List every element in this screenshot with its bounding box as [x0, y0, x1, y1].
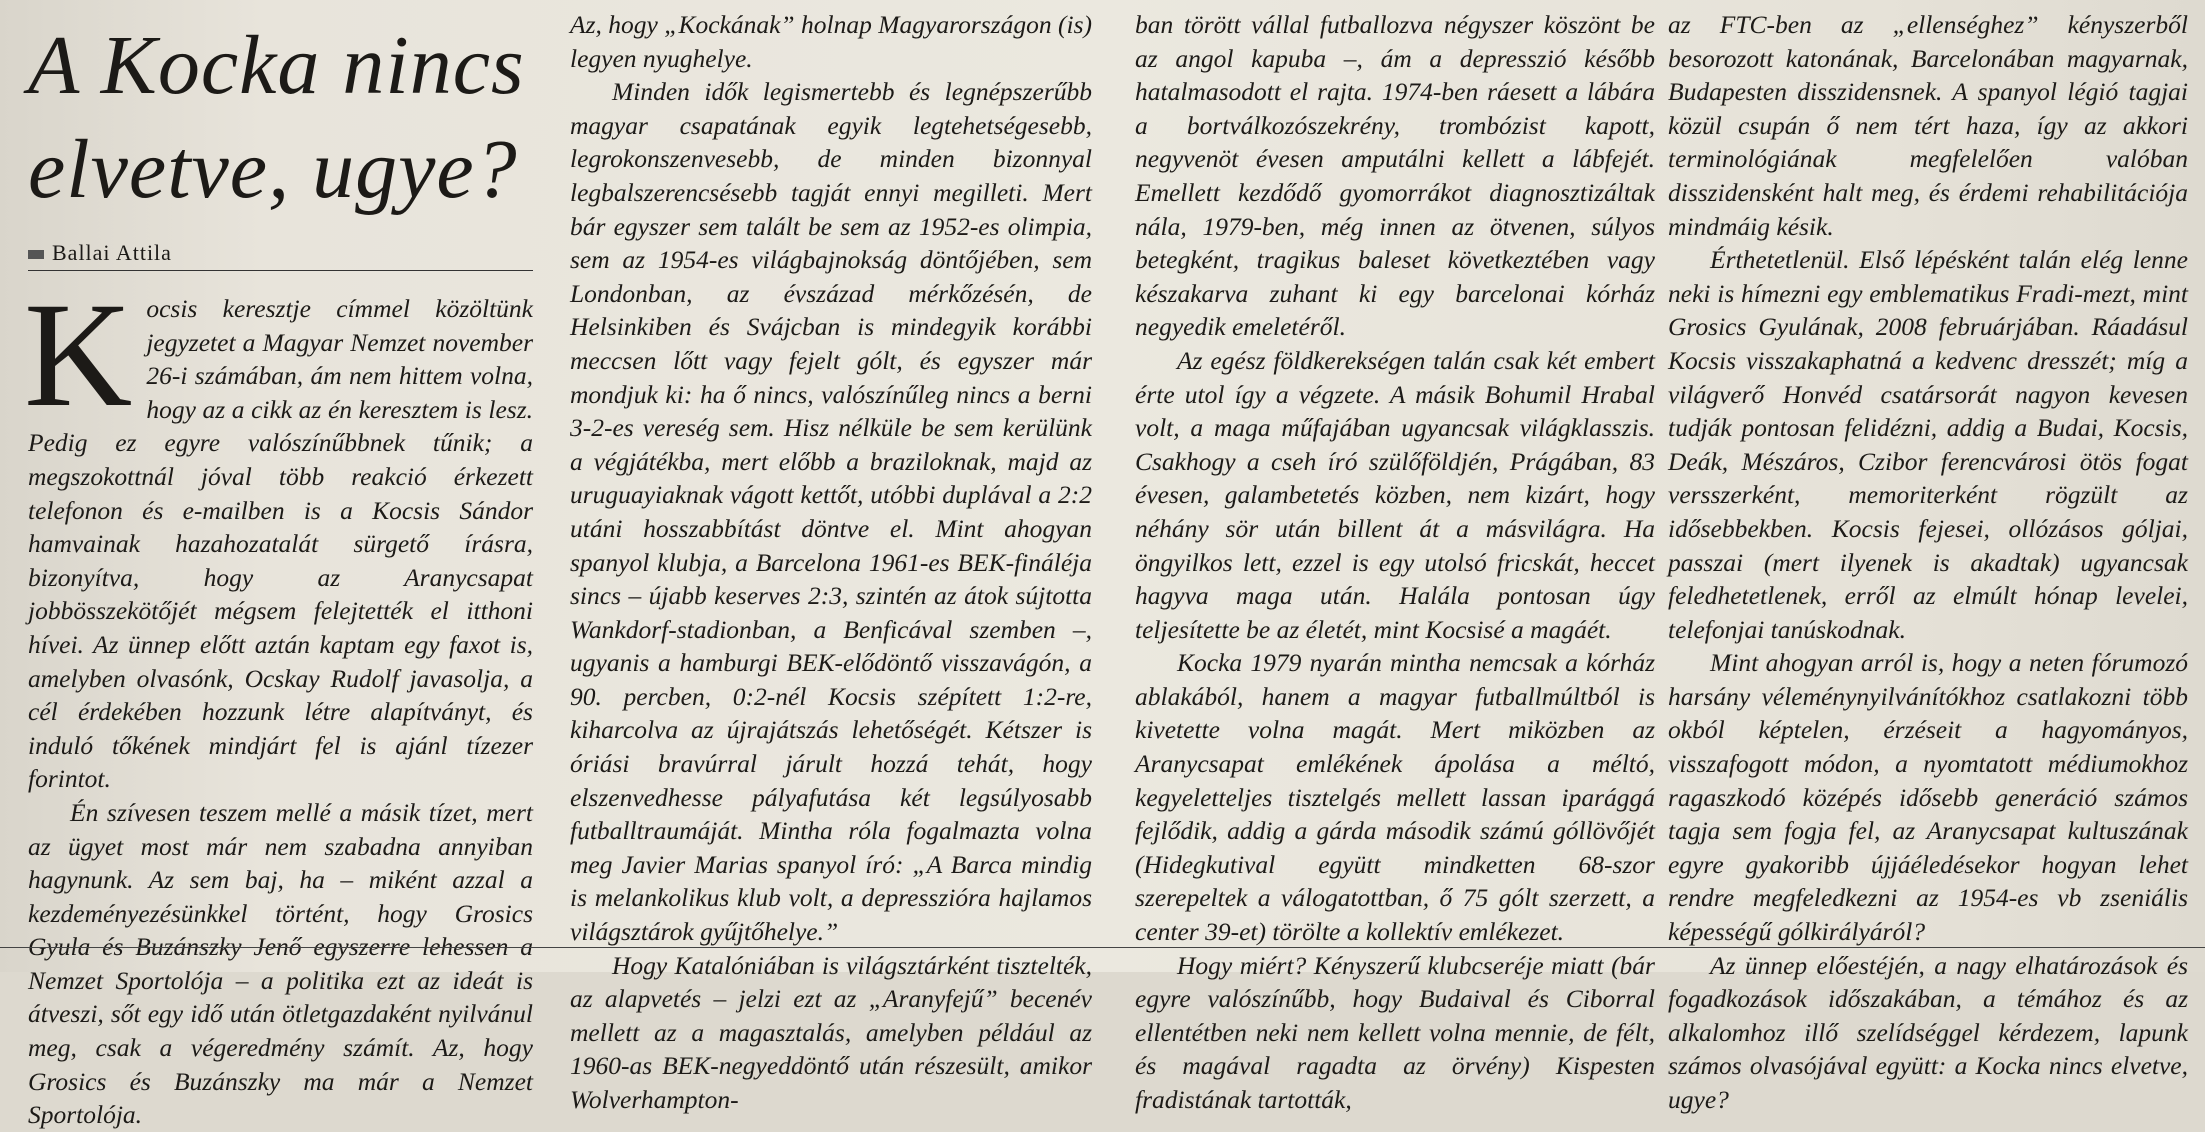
byline-marker: [28, 250, 44, 259]
bottom-rule: [0, 947, 2205, 948]
paragraph: Az egész földkerekségen talán csak két embert érte utol így a végzete. A másik Bohumil Hrabal volt, a maga műfajában ugyancsak világklasszis. Csakhogy a cseh író szülőföldjén, Prágában, 83 évesen, galambetetés közben, nem kizárt, hogy néhány sör után billent át a másvilágra. Ha öngyilkos lett, ezzel is egy utolsó fricskát, heccet hagyva maga után. Halála pontosan úgy teljesítette be az életét, mint Kocsisé a magáét.: [1135, 345, 1655, 644]
author-name: Ballai Attila: [52, 240, 172, 265]
column-1: [24, 272, 533, 1132]
column-2: [570, 8, 1092, 1117]
byline: [28, 240, 533, 271]
paragraph: Mint ahogyan arról is, hogy a neten fórumozó harsány véleménynyilvánítókhoz csatlakozni több okból képtelen, érzéseit a hagyományos, visszafogott módon, a nyomtatott médiumokhoz ragaszkodó középés idősebb generáció számos tagja sem fogja fel, az Aranycsapat kultuszának egyre gyakoribb újjáéledésekor hogyan lehet rendre megfeledkezni az 1954-es vb zseniális képességű gólkirályáról?: [1668, 648, 2188, 947]
paragraph: Én szívesen teszem mellé a másik tízet, mert az ügyet most már nem szabadna annyiban hagynunk. Az sem baj, ha – miként azzal a kezdeményezésünkkel történt, hogy Grosics Gyula és Buzánszky Jenő egyszerre lehessen a Nemzet Sportolója – a politika ezt az ideát is átveszi, sőt egy idő után ötletgazdaként nyilvánul meg, csak a végeredmény számít. Az, hogy Grosics és Buzánszky ma már a Nemzet Sportolója.: [28, 797, 533, 1130]
article-headline: A Kocka nincs elvetve, ugye?: [28, 19, 525, 216]
paragraph: Érthetetlenül. Első lépésként talán elég lenne neki is hímezni egy emblematikus Fradi-mezt, mint Grosics Gyulának, 2008 februárjában. Ráadásul Kocsis visszakaphatná a kedvenc dresszét; míg a világverő Honvéd csatársorát nagyon kevesen tudják pontosan felidézni, addig a Budai, Kocsis, Deák, Mészáros, Czibor ferencvárosi ötös fogat versszerként, memoriterként rögzült az idősebbekben. Kocsis fejesei, ollózásos góljai, passzai (mert ilyenek is akadtak) ugyancsak feledhetetlenek, erről az elmúlt hónap levelei, telefonjai tanúskodnak.: [1668, 245, 2188, 644]
paragraph: az FTC-ben az „ellenséghez” kényszerből besorozott katonának, Barcelonában magyarnak, Budapesten disszidensnek. A spanyol légió tagjai közül csupán ő nem tért haza, így az akkori terminológiának megfelelően valóban disszidensként halt meg, és érdemi rehabilitációja mindmáig késik.: [1668, 10, 2188, 241]
paragraph: [24, 272, 533, 796]
column-4: [1668, 8, 2188, 1117]
paragraph-text: ocsis keresztje címmel közöltünk jegyzetet a Magyar Nemzet november 26-i számában, ám nem hittem volna, hogy az a cikk az én keresztem is lesz. Pedig ez egyre valószínűbbnek tűnik; a megszokottnál jóval több reakció érkezett telefonon és e-mailben is a Kocsis Sándor hamvainak hazahozatalát sürgető írásra, bizonyítva, hogy az Aranycsapat jobbösszekötőjét mégsem felejtették el itthoni hívei. Az ünnep előtt aztán kaptam egy faxot is, amelyben olvasónk, Ocskay Rudolf javasolja, a cél érdekében hozzunk létre alapítványt, és induló tőkének mindjárt fel is ajánl tízezer forintot.: [28, 294, 533, 794]
paragraph: Hogy Katalóniában is világsztárként tisztelték, az alapvetés – jelzi ezt az „Aranyfejű” becenév mellett az a magasztalás, amelyben például az 1960-as BEK-negyeddöntő után részesült, amikor Wolverhampton-: [570, 950, 1092, 1114]
paragraph: Minden idők legismertebb és legnépszerűbb magyar csapatának egyik legtehetségesebb, legrokonszenvesebb, de minden bizonnyal legbalszerencsésebb tagját ennyi megilleti. Mert bár egyszer sem talált be sem az 1952-es olimpia, sem az 1954-es világbajnokság döntőjében, sem Londonban, az évszázad mérkőzésén, de Helsinkiben és Svájcban is mindegyik korábbi meccsen lőtt vagy fejelt gólt, és egyszer már mondjuk ki: ha ő nincs, valószínűleg nincs a berni 3-2-es vereség sem. Hisz nélküle be sem kerülünk a végjátékba, mert előbb a braziloknak, majd az uruguayiaknak vágott kettőt, utóbbi duplával a 2:2 utáni hosszabbítást döntve el. Mint ahogyan spanyol klubja, a Barcelona 1961-es BEK-fináléja sincs – újabb keserves 2:3, szintén az átok sújtotta Wankdorf-stadionban, a Benficával szemben –, ugyanis a hamburgi BEK-elődöntő visszavágón, a 90. percben, 0:2-nél Kocsis szépített 1:2-re, kiharcolva az újrajátszás lehetőségét. Kétszer is óriási bravúrral járult hozzá tehát, hogy elszenvedhesse pályafutása két legsúlyosabb futballtraumáját. Mintha róla fogalmazta volna meg Javier Marias spanyol író: „A Barca mindig is melankolikus klub volt, a depresszióra hajlamos világsztárok gyűjtőhelye.”: [570, 77, 1092, 947]
paragraph: Az ünnep előestéjén, a nagy elhatározások és fogadkozások időszakában, a témához és az alkalomhoz illő szelídséggel kérdezem, lapunk számos olvasójával együtt: a Kocka nincs elvetve, ugye?: [1668, 950, 2188, 1114]
drop-cap: K: [24, 272, 133, 438]
paragraph: Az, hogy „Kockának” holnap Magyarországon (is) legyen nyughelye.: [570, 10, 1092, 73]
paragraph: Kocka 1979 nyarán mintha nemcsak a kórház ablakából, hanem a magyar futballmúltból is kivetette volna magát. Mert miközben az Aranycsapat emlékének ápolása a méltó, kegyeletteljes tisztelgés mellett lassan iparággá fejlődik, addig a gárda második számú góllövőjét (Hidegkutival együtt mindketten 68-szor szerepeltek a válogatottban, ő 75 gólt szerzett, a center 39-et) törölte a kollektív emlékezet.: [1135, 648, 1655, 947]
paragraph: ban törött vállal futballozva négyszer köszönt be az angol kapuba –, ám a depresszió később hatalmasodott el rajta. 1974-ben ráesett a lábára a bortválkozószekrény, trombózist kapott, negyvenöt évesen amputálni kellett a lábfejét. Emellett kezdődő gyomorrákot diagnosztizáltak nála, 1979-ben, még innen az ötvenen, súlyos betegként, tragikus baleset következtében vagy készakarva zuhant ki egy barcelonai kórház negyedik emeletéről.: [1135, 10, 1655, 342]
column-3: [1135, 8, 1655, 1117]
paragraph: Hogy miért? Kényszerű klubcseréje miatt (bár egyre valószínűbb, hogy Budaival és Ciborral ellentétben neki nem kellett volna mennie, de félt, és magával ragadta az örvény) Kispesten fradistának tartották,: [1135, 950, 1655, 1114]
